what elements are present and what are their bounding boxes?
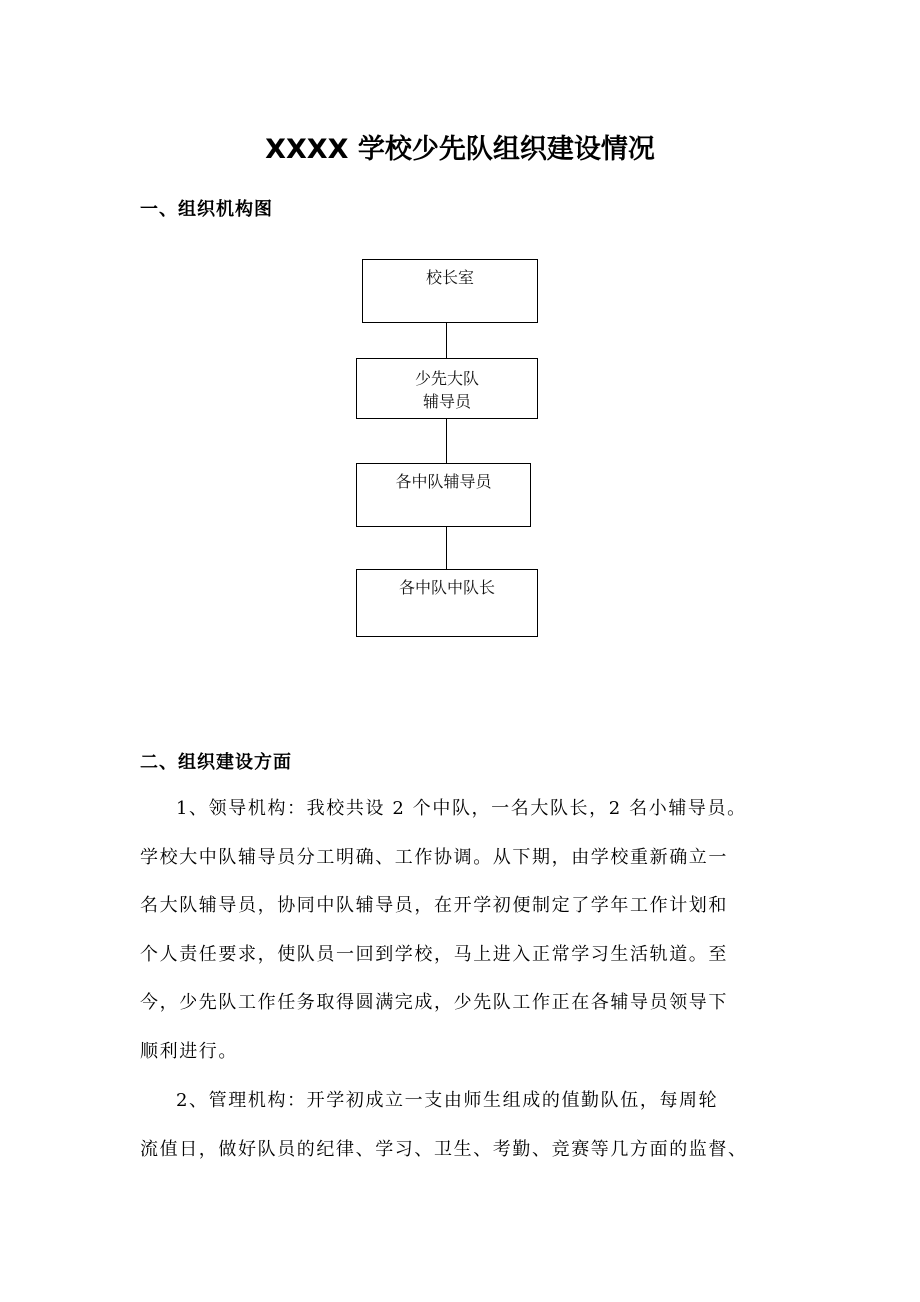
org-node-label: 校长室 bbox=[425, 268, 474, 287]
paragraph-leadership bbox=[140, 785, 790, 1076]
text-line: 2、管理机构：开学初成立一支由师生组成的值勤队伍，每周轮 bbox=[176, 1090, 719, 1111]
text-line: 学校大中队辅导员分工明确、工作协调。从下期，由学校重新确立一 bbox=[140, 846, 728, 868]
org-node-squadron-leaders bbox=[356, 569, 538, 637]
section-heading-org-building: 二、组织建设方面 bbox=[140, 752, 292, 773]
text-line: 今，少先队工作任务取得圆满完成，少先队工作正在各辅导员领导下 bbox=[140, 992, 728, 1013]
org-node-squadron-counselors bbox=[356, 463, 531, 527]
page-title: XXXX 学校少先队组织建设情况 bbox=[265, 134, 655, 165]
org-node-label: 少先大队 bbox=[414, 369, 479, 388]
org-connector-line bbox=[446, 419, 447, 463]
org-connector-line bbox=[446, 323, 447, 358]
section-heading-org-chart: 一、组织机构图 bbox=[140, 199, 273, 220]
org-node-label: 各中队辅导员 bbox=[395, 472, 492, 491]
org-node-label: 辅导员 bbox=[422, 392, 471, 411]
org-connector-line bbox=[446, 527, 447, 569]
org-node-brigade-counselor bbox=[356, 358, 538, 419]
org-node-principal-office bbox=[362, 259, 538, 323]
text-line: 名大队辅导员，协同中队辅导员，在开学初便制定了学年工作计划和 bbox=[140, 895, 728, 916]
text-line: 流值日，做好队员的纪律、学习、卫生、考勤、竞赛等几方面的监督、 bbox=[140, 1138, 748, 1160]
text-line: 个人责任要求，使队员一回到学校，马上进入正常学习生活轨道。至 bbox=[140, 943, 728, 965]
paragraph-management bbox=[140, 1077, 790, 1174]
text-line: 顺利进行。 bbox=[140, 1040, 238, 1062]
org-node-label: 各中队中队长 bbox=[398, 578, 495, 597]
text-line: 1、领导机构：我校共设 2 个中队，一名大队长，2 名小辅导员。 bbox=[176, 798, 747, 819]
